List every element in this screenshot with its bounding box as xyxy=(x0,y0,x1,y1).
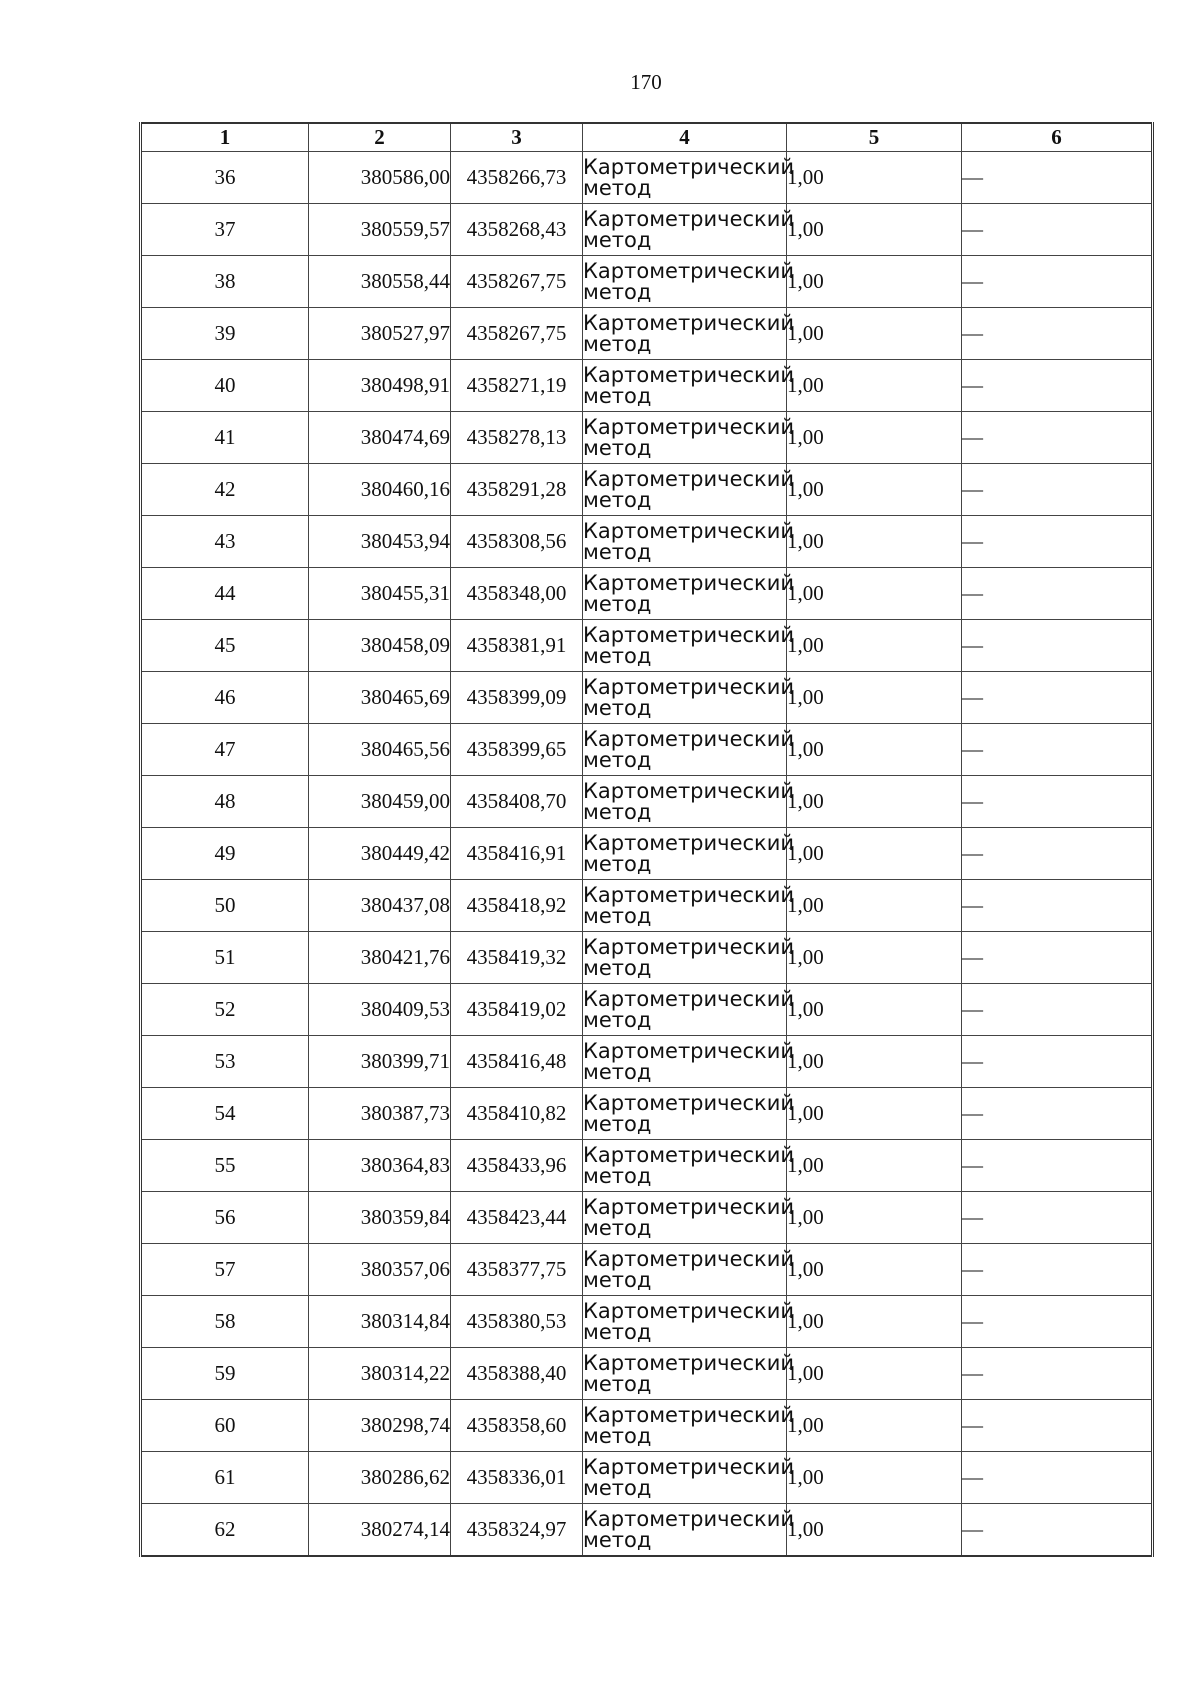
method-cell xyxy=(583,1296,795,1348)
method-line-1: Картометрический xyxy=(583,1454,795,1479)
page-number: 170 xyxy=(630,70,662,94)
point-number-cell: 52 xyxy=(141,984,309,1036)
method-line-1: Картометрический xyxy=(583,466,795,491)
y-coordinate-cell: 4358278,13 xyxy=(451,412,583,464)
table-row xyxy=(141,1400,1153,1452)
table-row xyxy=(141,412,1153,464)
column-header-3: 3 xyxy=(451,123,583,152)
accuracy-cell: 1,00 xyxy=(787,1452,962,1504)
y-coordinate-cell: 4358381,91 xyxy=(451,620,583,672)
table-row xyxy=(141,1504,1153,1557)
y-coordinate-cell: 4358291,28 xyxy=(451,464,583,516)
method-cell xyxy=(583,256,795,308)
note-cell: — xyxy=(962,152,1153,204)
method-line-1: Картометрический xyxy=(583,518,795,543)
point-number-cell: 56 xyxy=(141,1192,309,1244)
method-line-2: метод xyxy=(583,279,652,304)
point-number-cell: 43 xyxy=(141,516,309,568)
method-line-1: Картометрический xyxy=(583,1402,795,1427)
y-coordinate-cell: 4358433,96 xyxy=(451,1140,583,1192)
method-line-1: Картометрический xyxy=(583,882,795,907)
method-line-1: Картометрический xyxy=(583,1246,795,1271)
y-coordinate-cell: 4358348,00 xyxy=(451,568,583,620)
method-cell xyxy=(583,568,795,620)
method-cell xyxy=(583,672,795,724)
method-line-2: метод xyxy=(583,1319,652,1344)
table-row xyxy=(141,1348,1153,1400)
column-header-5: 5 xyxy=(787,123,962,152)
table-row xyxy=(141,672,1153,724)
x-coordinate-cell: 380387,73 xyxy=(309,1088,451,1140)
note-cell: — xyxy=(962,1192,1153,1244)
y-coordinate-cell: 4358399,65 xyxy=(451,724,583,776)
method-line-2: метод xyxy=(583,1423,652,1448)
y-coordinate-cell: 4358266,73 xyxy=(451,152,583,204)
method-cell xyxy=(583,1504,795,1557)
method-cell xyxy=(583,724,795,776)
x-coordinate-cell: 380460,16 xyxy=(309,464,451,516)
method-cell xyxy=(583,1140,795,1192)
y-coordinate-cell: 4358268,43 xyxy=(451,204,583,256)
note-cell: — xyxy=(962,516,1153,568)
note-cell: — xyxy=(962,204,1153,256)
note-cell: — xyxy=(962,1244,1153,1296)
method-cell xyxy=(583,1192,795,1244)
point-number-cell: 45 xyxy=(141,620,309,672)
note-cell: — xyxy=(962,1504,1153,1557)
y-coordinate-cell: 4358267,75 xyxy=(451,308,583,360)
point-number-cell: 41 xyxy=(141,412,309,464)
method-cell xyxy=(583,776,795,828)
x-coordinate-cell: 380558,44 xyxy=(309,256,451,308)
method-line-1: Картометрический xyxy=(583,1298,795,1323)
x-coordinate-cell: 380298,74 xyxy=(309,1400,451,1452)
accuracy-cell: 1,00 xyxy=(787,1504,962,1557)
accuracy-cell: 1,00 xyxy=(787,1088,962,1140)
method-line-1: Картометрический xyxy=(583,1142,795,1167)
accuracy-cell: 1,00 xyxy=(787,1296,962,1348)
accuracy-cell: 1,00 xyxy=(787,516,962,568)
x-coordinate-cell: 380498,91 xyxy=(309,360,451,412)
table-row xyxy=(141,932,1153,984)
method-line-1: Картометрический xyxy=(583,1090,795,1115)
method-line-1: Картометрический xyxy=(583,154,795,179)
method-cell xyxy=(583,360,795,412)
table-row xyxy=(141,256,1153,308)
accuracy-cell: 1,00 xyxy=(787,984,962,1036)
method-line-2: метод xyxy=(583,1475,652,1500)
note-cell: — xyxy=(962,256,1153,308)
x-coordinate-cell: 380455,31 xyxy=(309,568,451,620)
method-cell xyxy=(583,412,795,464)
note-cell: — xyxy=(962,568,1153,620)
y-coordinate-cell: 4358377,75 xyxy=(451,1244,583,1296)
y-coordinate-cell: 4358416,48 xyxy=(451,1036,583,1088)
table-row xyxy=(141,724,1153,776)
method-line-2: метод xyxy=(583,591,652,616)
point-number-cell: 47 xyxy=(141,724,309,776)
x-coordinate-cell: 380409,53 xyxy=(309,984,451,1036)
accuracy-cell: 1,00 xyxy=(787,412,962,464)
method-line-2: метод xyxy=(583,695,652,720)
method-line-1: Картометрический xyxy=(583,934,795,959)
y-coordinate-cell: 4358358,60 xyxy=(451,1400,583,1452)
note-cell: — xyxy=(962,1296,1153,1348)
table-row xyxy=(141,360,1153,412)
table-row xyxy=(141,984,1153,1036)
method-line-1: Картометрический xyxy=(583,1038,795,1063)
note-cell: — xyxy=(962,620,1153,672)
y-coordinate-cell: 4358324,97 xyxy=(451,1504,583,1557)
column-header-2: 2 xyxy=(309,123,451,152)
method-line-2: метод xyxy=(583,799,652,824)
y-coordinate-cell: 4358416,91 xyxy=(451,828,583,880)
x-coordinate-cell: 380357,06 xyxy=(309,1244,451,1296)
note-cell: — xyxy=(962,1348,1153,1400)
method-line-1: Картометрический xyxy=(583,1350,795,1375)
method-line-1: Картометрический xyxy=(583,258,795,283)
method-cell xyxy=(583,828,795,880)
table-row xyxy=(141,828,1153,880)
note-cell: — xyxy=(962,984,1153,1036)
y-coordinate-cell: 4358399,09 xyxy=(451,672,583,724)
method-line-2: метод xyxy=(583,1111,652,1136)
method-cell xyxy=(583,152,795,204)
table-row xyxy=(141,1192,1153,1244)
table-row xyxy=(141,1036,1153,1088)
method-cell xyxy=(583,1244,795,1296)
point-number-cell: 51 xyxy=(141,932,309,984)
y-coordinate-cell: 4358308,56 xyxy=(451,516,583,568)
point-number-cell: 61 xyxy=(141,1452,309,1504)
point-number-cell: 39 xyxy=(141,308,309,360)
method-line-1: Картометрический xyxy=(583,674,795,699)
method-line-1: Картометрический xyxy=(583,778,795,803)
method-line-2: метод xyxy=(583,1371,652,1396)
method-line-1: Картометрический xyxy=(583,362,795,387)
table-row xyxy=(141,308,1153,360)
method-cell xyxy=(583,1452,795,1504)
x-coordinate-cell: 380458,09 xyxy=(309,620,451,672)
point-number-cell: 40 xyxy=(141,360,309,412)
x-coordinate-cell: 380449,42 xyxy=(309,828,451,880)
y-coordinate-cell: 4358410,82 xyxy=(451,1088,583,1140)
coordinates-table xyxy=(139,122,1154,1557)
accuracy-cell: 1,00 xyxy=(787,360,962,412)
point-number-cell: 55 xyxy=(141,1140,309,1192)
table-row xyxy=(141,1244,1153,1296)
accuracy-cell: 1,00 xyxy=(787,1244,962,1296)
method-cell xyxy=(583,1348,795,1400)
table-body xyxy=(141,152,1153,1557)
note-cell: — xyxy=(962,1452,1153,1504)
x-coordinate-cell: 380527,97 xyxy=(309,308,451,360)
table-row xyxy=(141,516,1153,568)
method-line-1: Картометрический xyxy=(583,414,795,439)
point-number-cell: 57 xyxy=(141,1244,309,1296)
accuracy-cell: 1,00 xyxy=(787,464,962,516)
accuracy-cell: 1,00 xyxy=(787,880,962,932)
table-row xyxy=(141,1452,1153,1504)
method-cell xyxy=(583,1088,795,1140)
note-cell: — xyxy=(962,308,1153,360)
note-cell: — xyxy=(962,1400,1153,1452)
x-coordinate-cell: 380364,83 xyxy=(309,1140,451,1192)
x-coordinate-cell: 380359,84 xyxy=(309,1192,451,1244)
note-cell: — xyxy=(962,880,1153,932)
y-coordinate-cell: 4358423,44 xyxy=(451,1192,583,1244)
y-coordinate-cell: 4358271,19 xyxy=(451,360,583,412)
accuracy-cell: 1,00 xyxy=(787,724,962,776)
accuracy-cell: 1,00 xyxy=(787,568,962,620)
table-row xyxy=(141,1296,1153,1348)
method-cell xyxy=(583,204,795,256)
accuracy-cell: 1,00 xyxy=(787,308,962,360)
point-number-cell: 37 xyxy=(141,204,309,256)
y-coordinate-cell: 4358336,01 xyxy=(451,1452,583,1504)
table-row xyxy=(141,620,1153,672)
method-line-2: метод xyxy=(583,1267,652,1292)
note-cell: — xyxy=(962,412,1153,464)
y-coordinate-cell: 4358418,92 xyxy=(451,880,583,932)
method-line-2: метод xyxy=(583,539,652,564)
table-row xyxy=(141,152,1153,204)
x-coordinate-cell: 380314,22 xyxy=(309,1348,451,1400)
accuracy-cell: 1,00 xyxy=(787,1036,962,1088)
column-header-4: 4 xyxy=(583,123,787,152)
accuracy-cell: 1,00 xyxy=(787,256,962,308)
method-line-2: метод xyxy=(583,227,652,252)
method-line-2: метод xyxy=(583,747,652,772)
method-line-2: метод xyxy=(583,175,652,200)
method-line-2: метод xyxy=(583,903,652,928)
point-number-cell: 60 xyxy=(141,1400,309,1452)
note-cell: — xyxy=(962,1088,1153,1140)
x-coordinate-cell: 380586,00 xyxy=(309,152,451,204)
accuracy-cell: 1,00 xyxy=(787,1140,962,1192)
method-line-2: метод xyxy=(583,1059,652,1084)
note-cell: — xyxy=(962,1036,1153,1088)
note-cell: — xyxy=(962,464,1153,516)
table-row xyxy=(141,880,1153,932)
note-cell: — xyxy=(962,360,1153,412)
x-coordinate-cell: 380314,84 xyxy=(309,1296,451,1348)
point-number-cell: 36 xyxy=(141,152,309,204)
method-line-2: метод xyxy=(583,1163,652,1188)
note-cell: — xyxy=(962,1140,1153,1192)
method-cell xyxy=(583,984,795,1036)
point-number-cell: 53 xyxy=(141,1036,309,1088)
x-coordinate-cell: 380465,56 xyxy=(309,724,451,776)
accuracy-cell: 1,00 xyxy=(787,620,962,672)
method-line-2: метод xyxy=(583,643,652,668)
table-row xyxy=(141,204,1153,256)
table-header-row xyxy=(141,123,1153,152)
method-line-1: Картометрический xyxy=(583,726,795,751)
x-coordinate-cell: 380453,94 xyxy=(309,516,451,568)
method-cell xyxy=(583,620,795,672)
note-cell: — xyxy=(962,776,1153,828)
method-line-2: метод xyxy=(583,435,652,460)
method-cell xyxy=(583,932,795,984)
accuracy-cell: 1,00 xyxy=(787,828,962,880)
method-line-2: метод xyxy=(583,955,652,980)
x-coordinate-cell: 380399,71 xyxy=(309,1036,451,1088)
method-line-2: метод xyxy=(583,383,652,408)
point-number-cell: 38 xyxy=(141,256,309,308)
column-header-1: 1 xyxy=(141,123,309,152)
table-row xyxy=(141,776,1153,828)
method-cell xyxy=(583,308,795,360)
note-cell: — xyxy=(962,932,1153,984)
x-coordinate-cell: 380559,57 xyxy=(309,204,451,256)
accuracy-cell: 1,00 xyxy=(787,932,962,984)
accuracy-cell: 1,00 xyxy=(787,1400,962,1452)
y-coordinate-cell: 4358267,75 xyxy=(451,256,583,308)
point-number-cell: 48 xyxy=(141,776,309,828)
point-number-cell: 54 xyxy=(141,1088,309,1140)
method-line-1: Картометрический xyxy=(583,206,795,231)
y-coordinate-cell: 4358419,32 xyxy=(451,932,583,984)
method-line-1: Картометрический xyxy=(583,570,795,595)
method-line-2: метод xyxy=(583,1215,652,1240)
table-row xyxy=(141,568,1153,620)
method-line-2: метод xyxy=(583,1007,652,1032)
table-row xyxy=(141,1088,1153,1140)
y-coordinate-cell: 4358408,70 xyxy=(451,776,583,828)
method-line-1: Картометрический xyxy=(583,310,795,335)
x-coordinate-cell: 380274,14 xyxy=(309,1504,451,1557)
accuracy-cell: 1,00 xyxy=(787,1348,962,1400)
y-coordinate-cell: 4358419,02 xyxy=(451,984,583,1036)
x-coordinate-cell: 380465,69 xyxy=(309,672,451,724)
method-line-2: метод xyxy=(583,1527,652,1552)
column-header-6: 6 xyxy=(962,123,1153,152)
point-number-cell: 62 xyxy=(141,1504,309,1557)
method-line-1: Картометрический xyxy=(583,1194,795,1219)
x-coordinate-cell: 380286,62 xyxy=(309,1452,451,1504)
table-row xyxy=(141,464,1153,516)
method-cell xyxy=(583,880,795,932)
point-number-cell: 49 xyxy=(141,828,309,880)
method-line-1: Картометрический xyxy=(583,1506,795,1531)
point-number-cell: 46 xyxy=(141,672,309,724)
method-line-2: метод xyxy=(583,487,652,512)
x-coordinate-cell: 380459,00 xyxy=(309,776,451,828)
table-row xyxy=(141,1140,1153,1192)
point-number-cell: 44 xyxy=(141,568,309,620)
method-line-2: метод xyxy=(583,851,652,876)
method-line-1: Картометрический xyxy=(583,622,795,647)
note-cell: — xyxy=(962,724,1153,776)
y-coordinate-cell: 4358380,53 xyxy=(451,1296,583,1348)
y-coordinate-cell: 4358388,40 xyxy=(451,1348,583,1400)
x-coordinate-cell: 380437,08 xyxy=(309,880,451,932)
accuracy-cell: 1,00 xyxy=(787,776,962,828)
accuracy-cell: 1,00 xyxy=(787,152,962,204)
note-cell: — xyxy=(962,828,1153,880)
point-number-cell: 42 xyxy=(141,464,309,516)
method-cell xyxy=(583,1036,795,1088)
point-number-cell: 59 xyxy=(141,1348,309,1400)
accuracy-cell: 1,00 xyxy=(787,204,962,256)
note-cell: — xyxy=(962,672,1153,724)
method-line-2: метод xyxy=(583,331,652,356)
method-line-1: Картометрический xyxy=(583,986,795,1011)
method-cell xyxy=(583,464,795,516)
accuracy-cell: 1,00 xyxy=(787,672,962,724)
method-cell xyxy=(583,1400,795,1452)
method-line-1: Картометрический xyxy=(583,830,795,855)
x-coordinate-cell: 380474,69 xyxy=(309,412,451,464)
point-number-cell: 58 xyxy=(141,1296,309,1348)
point-number-cell: 50 xyxy=(141,880,309,932)
x-coordinate-cell: 380421,76 xyxy=(309,932,451,984)
method-cell xyxy=(583,516,795,568)
accuracy-cell: 1,00 xyxy=(787,1192,962,1244)
